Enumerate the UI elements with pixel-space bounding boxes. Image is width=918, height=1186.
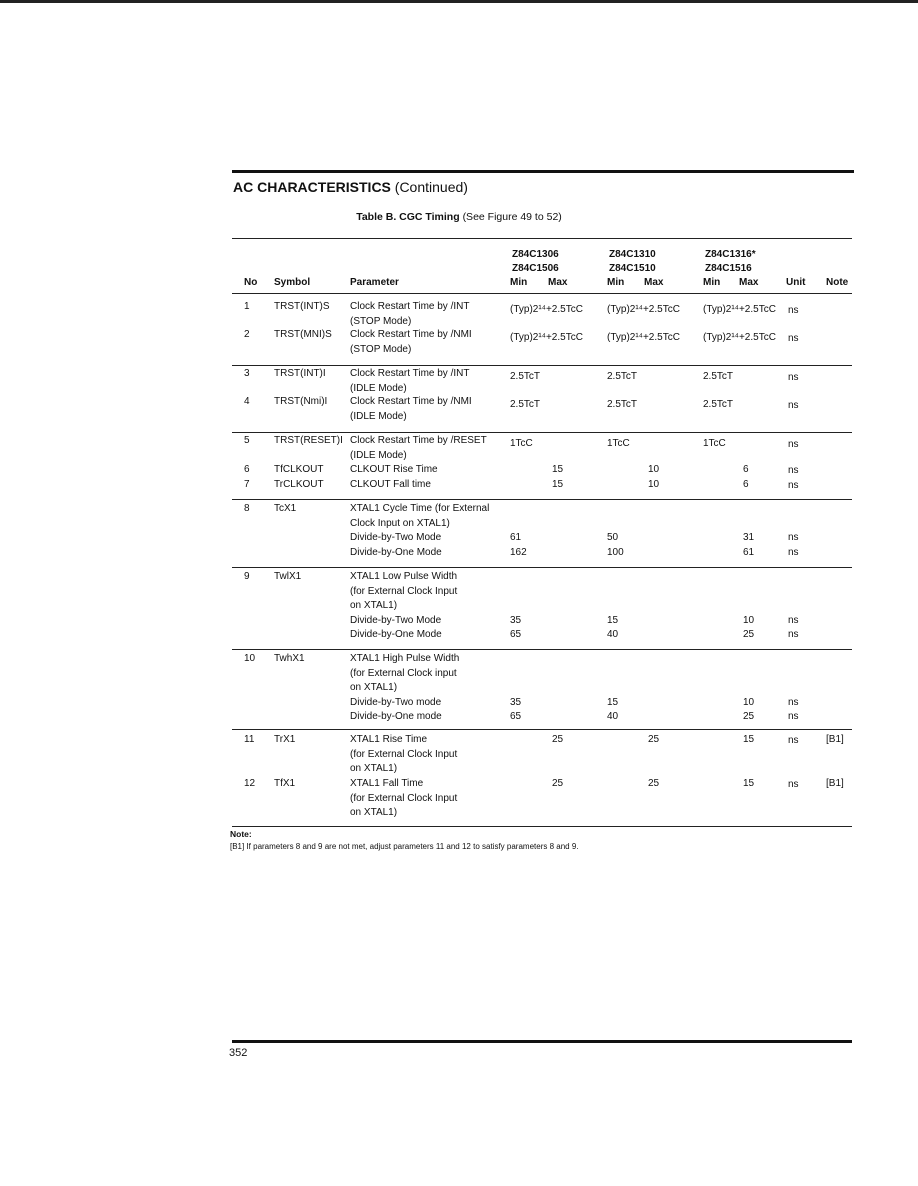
row-symbol: TfX1 xyxy=(274,778,296,789)
column-group-part-b: Z84C1516 xyxy=(705,263,752,274)
header-parameter: Parameter xyxy=(350,277,399,288)
row-no: 7 xyxy=(244,479,250,490)
row-no: 4 xyxy=(244,396,250,407)
value-max-group2: 10 xyxy=(648,479,660,490)
row-unit: ns xyxy=(788,372,799,383)
row-separator xyxy=(232,567,852,568)
value-min-group3: 1TcC xyxy=(703,438,726,449)
row-mode-label: Divide-by-One mode xyxy=(350,711,442,722)
header-max: Max xyxy=(644,277,664,288)
row-no: 3 xyxy=(244,368,250,379)
row-unit: ns xyxy=(788,305,799,316)
row-parameter-line: (IDLE Mode) xyxy=(350,449,407,461)
section-title-rest: (Continued) xyxy=(394,179,468,195)
row-parameter-line: Clock Restart Time by /RESET xyxy=(350,435,487,446)
table-top-rule xyxy=(232,238,852,239)
value-min-group1: 35 xyxy=(510,696,522,708)
row-parameter-line: on XTAL1) xyxy=(350,807,398,818)
value-min-group3: (Typ)2¹⁴+2.5TcC xyxy=(703,332,776,343)
value-max-group3: 10 xyxy=(743,696,755,708)
row-parameter-line: on XTAL1) xyxy=(350,763,398,774)
row-parameter-line: on XTAL1) xyxy=(350,682,398,693)
row-symbol: TwhX1 xyxy=(274,653,305,664)
header-min: Min xyxy=(510,277,528,288)
row-parameter-line: (STOP Mode) xyxy=(350,315,412,327)
row-parameter-line: (for External Clock input xyxy=(350,667,457,679)
row-no: 9 xyxy=(244,571,250,582)
section-title-bold: AC CHARACTERISTICS xyxy=(233,179,391,195)
column-group-part-a: Z84C1310 xyxy=(609,249,656,260)
row-separator xyxy=(232,729,852,730)
row-parameter-line: XTAL1 Fall Time xyxy=(350,778,424,789)
row-no: 12 xyxy=(244,778,256,789)
row-symbol: TRST(MNI)S xyxy=(274,329,332,340)
header-unit: Unit xyxy=(786,277,806,288)
row-parameter-line: XTAL1 Low Pulse Width xyxy=(350,571,458,582)
value-max-group3: 15 xyxy=(743,778,755,789)
value-min-group2: 2.5TcT xyxy=(607,399,638,410)
value-max-group1: 15 xyxy=(552,479,564,490)
value-min-group3: (Typ)2¹⁴+2.5TcC xyxy=(703,304,776,315)
row-symbol: TrCLKOUT xyxy=(274,479,324,490)
row-unit: ns xyxy=(788,546,799,558)
value-min-group3: 2.5TcT xyxy=(703,399,734,410)
row-unit: ns xyxy=(788,614,799,626)
row-parameter-line: Clock Restart Time by /NMI xyxy=(350,396,472,407)
row-unit: ns xyxy=(788,711,799,722)
table-caption-rest: (See Figure 49 to 52) xyxy=(462,211,562,223)
row-parameter-line: XTAL1 High Pulse Width xyxy=(350,653,460,664)
row-no: 8 xyxy=(244,503,250,514)
row-no: 1 xyxy=(244,301,250,312)
header-symbol: Symbol xyxy=(274,277,311,288)
value-max-group3: 31 xyxy=(743,532,755,543)
column-group-part-b: Z84C1510 xyxy=(609,263,656,274)
value-min-group1: (Typ)2¹⁴+2.5TcC xyxy=(510,304,583,315)
value-min-group1: 35 xyxy=(510,614,522,626)
section-rule xyxy=(232,170,854,173)
table-caption xyxy=(0,211,918,223)
row-no: 6 xyxy=(244,464,250,475)
row-symbol: TRST(Nmi)I xyxy=(274,396,328,407)
value-min-group1: 2.5TcT xyxy=(510,399,541,410)
table-bottom-rule xyxy=(232,826,852,827)
row-symbol: TfCLKOUT xyxy=(274,464,324,475)
row-unit: ns xyxy=(788,480,799,491)
row-parameter-line: (for External Clock Input xyxy=(350,748,458,760)
value-min-group2: 50 xyxy=(607,532,619,543)
value-min-group1: 1TcC xyxy=(510,438,533,449)
value-min-group2: 15 xyxy=(607,614,619,626)
row-mode-label: Divide-by-Two mode xyxy=(350,696,442,708)
row-unit: ns xyxy=(788,439,799,450)
value-min-group2: 15 xyxy=(607,696,619,708)
row-unit: ns xyxy=(788,400,799,411)
row-parameter-line: Clock Input on XTAL1) xyxy=(350,517,450,529)
value-min-group2: 40 xyxy=(607,629,619,640)
page-number: 352 xyxy=(229,1047,248,1059)
row-no: 5 xyxy=(244,435,250,446)
column-group-part-a: Z84C1306 xyxy=(512,249,559,260)
row-parameter-line: on XTAL1) xyxy=(350,600,398,611)
value-max-group3: 25 xyxy=(743,629,755,640)
row-symbol: TwlX1 xyxy=(274,571,302,582)
row-unit: ns xyxy=(788,465,799,476)
value-min-group2: 2.5TcT xyxy=(607,371,638,382)
value-min-group1: 65 xyxy=(510,629,522,640)
row-mode-label: Divide-by-One Mode xyxy=(350,629,442,640)
value-min-group2: 1TcC xyxy=(607,438,630,449)
row-no: 11 xyxy=(244,734,255,745)
section-title xyxy=(233,179,468,195)
value-max-group2: 25 xyxy=(648,778,660,789)
row-separator xyxy=(232,293,852,294)
row-unit: ns xyxy=(788,532,799,543)
row-symbol: TRST(INT)I xyxy=(274,368,326,379)
row-parameter-line: (STOP Mode) xyxy=(350,343,412,355)
value-min-group2: (Typ)2¹⁴+2.5TcC xyxy=(607,332,680,343)
value-max-group1: 25 xyxy=(552,778,564,789)
row-note: [B1] xyxy=(826,778,844,789)
value-max-group1: 15 xyxy=(552,464,564,475)
row-mode-label: Divide-by-One Mode xyxy=(350,546,442,558)
value-max-group3: 6 xyxy=(743,479,749,490)
header-no: No xyxy=(244,277,258,288)
value-max-group2: 10 xyxy=(648,464,660,475)
row-unit: ns xyxy=(788,333,799,344)
value-max-group3: 61 xyxy=(743,546,755,558)
row-parameter-line: CLKOUT Rise Time xyxy=(350,464,438,475)
row-parameter-line: Clock Restart Time by /NMI xyxy=(350,329,472,340)
table-caption-bold: Table B. CGC Timing xyxy=(356,211,460,223)
row-parameter-line: (IDLE Mode) xyxy=(350,382,407,394)
row-symbol: TrX1 xyxy=(274,734,296,745)
row-parameter-line: XTAL1 Rise Time xyxy=(350,734,428,745)
row-separator xyxy=(232,432,852,433)
row-separator xyxy=(232,499,852,500)
row-parameter-line: Clock Restart Time by /INT xyxy=(350,301,470,312)
footer-rule xyxy=(232,1040,852,1043)
row-parameter-line: Clock Restart Time by /INT xyxy=(350,368,470,379)
row-no: 2 xyxy=(244,329,250,340)
value-max-group3: 10 xyxy=(743,614,755,626)
header-max: Max xyxy=(739,277,759,288)
column-group-part-b: Z84C1506 xyxy=(512,263,559,274)
row-no: 10 xyxy=(244,653,256,664)
row-parameter-line: XTAL1 Cycle Time (for External xyxy=(350,503,490,514)
value-min-group1: 162 xyxy=(510,546,527,558)
value-min-group1: 65 xyxy=(510,711,522,722)
value-max-group3: 15 xyxy=(743,734,755,745)
row-symbol: TRST(RESET)I xyxy=(274,435,343,446)
row-parameter-line: (IDLE Mode) xyxy=(350,410,407,422)
value-max-group1: 25 xyxy=(552,734,564,745)
row-mode-label: Divide-by-Two Mode xyxy=(350,532,442,543)
row-parameter-line: (for External Clock Input xyxy=(350,585,458,597)
row-unit: ns xyxy=(788,779,799,790)
value-min-group2: 40 xyxy=(607,711,619,722)
row-unit: ns xyxy=(788,629,799,640)
row-separator xyxy=(232,649,852,650)
value-max-group3: 25 xyxy=(743,711,755,722)
value-max-group3: 6 xyxy=(743,464,749,475)
note-text: [B1] If parameters 8 and 9 are not met, adjust parameters 11 and 12 to satisfy parameters 8 and 9. xyxy=(230,842,579,851)
row-unit: ns xyxy=(788,735,799,746)
value-min-group1: 2.5TcT xyxy=(510,371,541,382)
column-group-part-a: Z84C1316* xyxy=(705,249,756,260)
row-symbol: TcX1 xyxy=(274,503,297,514)
value-min-group1: 61 xyxy=(510,532,522,543)
value-min-group1: (Typ)2¹⁴+2.5TcC xyxy=(510,332,583,343)
value-min-group3: 2.5TcT xyxy=(703,371,734,382)
value-min-group2: 100 xyxy=(607,546,624,558)
header-min: Min xyxy=(607,277,625,288)
note-label: Note: xyxy=(230,829,252,839)
row-note: [B1] xyxy=(826,734,844,745)
header-note: Note xyxy=(826,277,849,288)
value-min-group2: (Typ)2¹⁴+2.5TcC xyxy=(607,304,680,315)
row-parameter-line: (for External Clock Input xyxy=(350,792,458,804)
row-separator xyxy=(232,365,852,366)
row-mode-label: Divide-by-Two Mode xyxy=(350,614,442,626)
row-symbol: TRST(INT)S xyxy=(274,301,330,312)
header-max: Max xyxy=(548,277,568,288)
row-unit: ns xyxy=(788,696,799,708)
header-min: Min xyxy=(703,277,721,288)
top-rule xyxy=(0,0,918,3)
row-parameter-line: CLKOUT Fall time xyxy=(350,479,431,490)
value-max-group2: 25 xyxy=(648,734,660,745)
